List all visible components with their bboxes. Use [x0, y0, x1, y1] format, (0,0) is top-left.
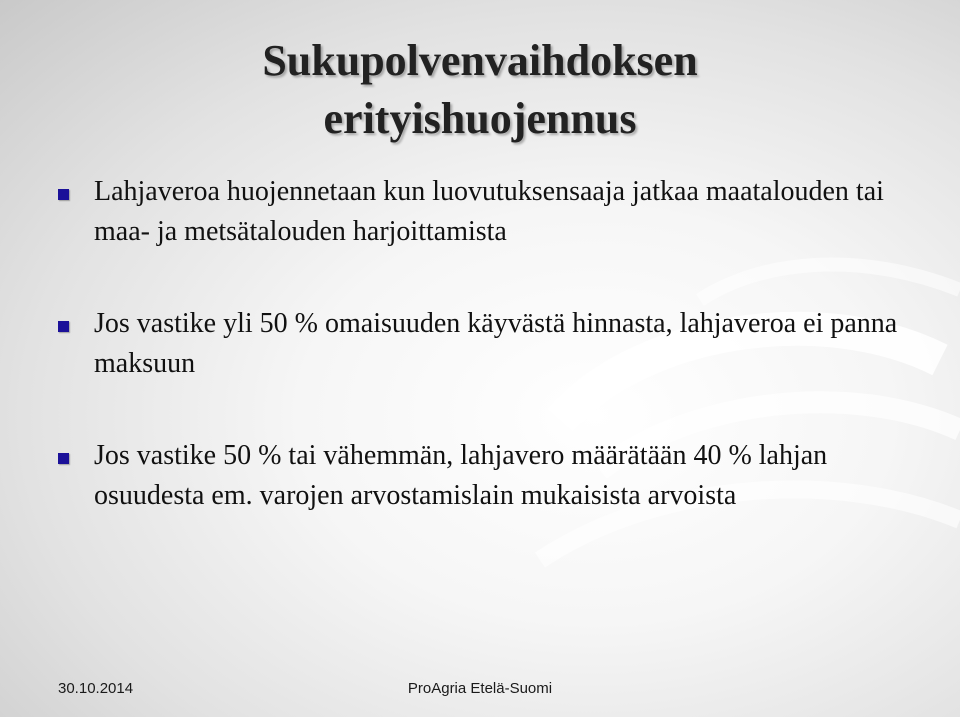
bullet-text: Jos vastike 50 % tai vähemmän, lahjavero määrätään 40 % lahjan osuudesta em. varojen arvostamislain mukaisista arvoista [94, 440, 828, 511]
bullet-item [58, 304, 918, 384]
bullet-item [58, 436, 918, 516]
slide-title [0, 32, 960, 148]
slide-title-line-1: Sukupolvenvaihdoksen [262, 36, 698, 85]
square-bullet-icon [58, 453, 69, 464]
footer-organization: ProAgria Etelä-Suomi [407, 680, 553, 697]
bullet-list [58, 172, 918, 516]
square-bullet-icon [58, 321, 69, 332]
bullet-item [58, 172, 918, 252]
footer-date: 30.10.2014 [58, 680, 134, 697]
bullet-text: Jos vastike yli 50 % omaisuuden käyvästä hinnasta, lahjaveroa ei panna maksuun [94, 308, 898, 379]
bullet-text: Lahjaveroa huojennetaan kun luovutuksensaaja jatkaa maatalouden tai maa- ja metsätalouden harjoittamista [94, 176, 884, 247]
square-bullet-icon [58, 189, 69, 200]
slide-title-line-2: erityishuojennus [323, 94, 637, 143]
